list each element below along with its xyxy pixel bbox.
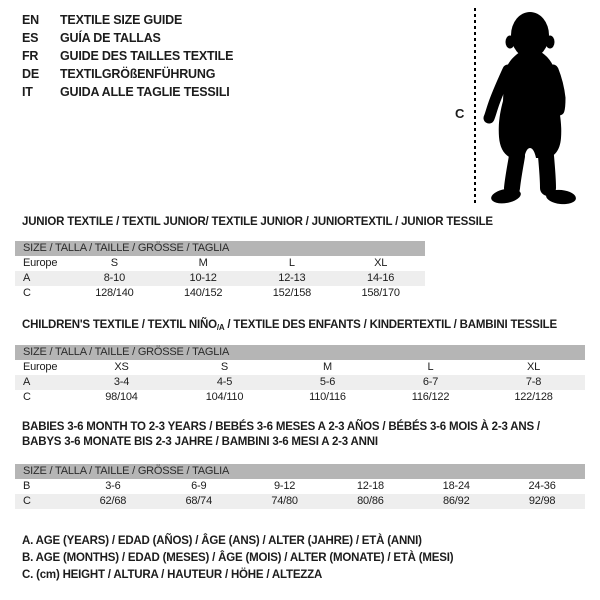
- row-label: Europe: [23, 257, 58, 269]
- table-cell: 110/116: [309, 391, 346, 403]
- table-cell: 12-18: [356, 480, 384, 492]
- table-cell: 9-12: [273, 480, 296, 492]
- table-cell: 4-5: [216, 376, 233, 388]
- table-cell: 6-9: [191, 480, 207, 492]
- table-row: [15, 271, 425, 286]
- table-cell: S: [220, 361, 229, 373]
- size-header-bar: SIZE / TALLA / TAILLE / GRÖSSE / TAGLIA: [15, 464, 585, 479]
- lang-row-es: [22, 29, 233, 47]
- table-cell: 12-13: [278, 272, 306, 284]
- table-cell: 116/122: [411, 391, 450, 403]
- table-row: [15, 375, 585, 390]
- row-label: C: [23, 495, 31, 507]
- junior-section-title: JUNIOR TEXTILE / TEXTIL JUNIOR/ TEXTILE JUNIOR / JUNIORTEXTIL / JUNIOR TESSILE: [22, 216, 493, 228]
- children-size-table: [15, 345, 585, 405]
- table-cell: 158/170: [361, 287, 400, 299]
- children-title-text: CHILDREN'S TEXTILE / TEXTIL NIÑO: [22, 319, 217, 331]
- table-cell: 74/80: [271, 495, 298, 507]
- table-row: [15, 360, 585, 375]
- height-dashed-line: [474, 8, 476, 205]
- lang-label: GUIDE DES TAILLES TEXTILE: [60, 49, 234, 63]
- table-cell: 104/110: [205, 391, 244, 403]
- lang-code: IT: [22, 85, 33, 99]
- lang-label: TEXTILE SIZE GUIDE: [60, 13, 183, 27]
- table-cell: M: [198, 257, 208, 269]
- table-cell: 6-7: [422, 376, 439, 388]
- table-cell: S: [110, 257, 118, 269]
- row-label: Europe: [23, 361, 58, 373]
- footnote-b: B. AGE (MONTHS) / EDAD (MESES) / ÂGE (MOIS) / ALTER (MONATE) / ETÀ (MESI): [22, 552, 454, 564]
- table-cell: 18-24: [442, 480, 470, 492]
- language-guide-block: [22, 11, 233, 101]
- row-label: C: [23, 287, 31, 299]
- row-label: B: [23, 480, 31, 492]
- table-cell: XL: [374, 257, 388, 269]
- table-row: [15, 494, 585, 509]
- lang-label: GUÍA DE TALLAS: [60, 31, 161, 45]
- baby-silhouette-icon: [482, 6, 596, 208]
- table-row: [15, 479, 585, 494]
- lang-code: DE: [22, 67, 39, 81]
- table-row: [15, 256, 425, 271]
- footnote-c: C. (cm) HEIGHT / ALTURA / HAUTEUR / HÖHE / ALTEZZA: [22, 569, 323, 581]
- lang-row-it: [22, 83, 233, 101]
- row-label: A: [23, 376, 31, 388]
- size-header-bar: SIZE / TALLA / TAILLE / GRÖSSE / TAGLIA: [15, 345, 585, 360]
- table-cell: 152/158: [272, 287, 312, 299]
- lang-row-en: [22, 11, 233, 29]
- lang-code: EN: [22, 13, 39, 27]
- babies-title-line1: BABIES 3-6 MONTH TO 2-3 YEARS / BEBÉS 3-6 MESES A 2-3 AÑOS / BÉBÉS 3-6 MOIS À 2-3 ANS /: [22, 421, 540, 433]
- table-row: [15, 286, 425, 301]
- table-cell: XL: [526, 361, 541, 373]
- table-cell: 14-16: [367, 272, 395, 284]
- table-cell: 98/104: [105, 391, 138, 403]
- table-cell: XS: [114, 361, 129, 373]
- lang-code: FR: [22, 49, 39, 63]
- footnotes-block: [22, 533, 453, 584]
- babies-size-table: [15, 464, 585, 509]
- table-cell: 7-8: [525, 376, 542, 388]
- babies-section-title: [22, 420, 582, 450]
- table-cell: 92/98: [528, 495, 556, 507]
- table-cell: 80/86: [357, 495, 384, 507]
- table-cell: 62/68: [99, 495, 127, 507]
- table-cell: 122/128: [514, 391, 553, 403]
- babies-title-line2: BABYS 3-6 MONATE BIS 2-3 JAHRE / BAMBINI 3-6 MESI A 2-3 ANNI: [22, 436, 378, 448]
- row-label: A: [23, 272, 31, 284]
- table-cell: L: [288, 257, 295, 269]
- lang-row-de: [22, 65, 233, 83]
- table-cell: 68/74: [185, 495, 212, 507]
- table-cell: 10-12: [189, 272, 217, 284]
- table-cell: 3-6: [105, 480, 121, 492]
- table-cell: 5-6: [319, 376, 336, 388]
- table-cell: 24-36: [528, 480, 556, 492]
- table-cell: 140/152: [183, 287, 223, 299]
- table-cell: 3-4: [113, 376, 130, 388]
- lang-row-fr: [22, 47, 233, 65]
- lang-label: GUIDA ALLE TAGLIE TESSILI: [60, 85, 230, 99]
- junior-size-table: [15, 241, 425, 301]
- table-cell: 86/92: [442, 495, 470, 507]
- children-section-title: [22, 319, 557, 332]
- footnote-a: A. AGE (YEARS) / EDAD (AÑOS) / ÂGE (ANS) / ALTER (JAHRE) / ETÀ (ANNI): [22, 535, 422, 547]
- lang-label: TEXTILGRÖßENFÜHRUNG: [60, 67, 216, 81]
- table-cell: L: [427, 361, 434, 373]
- row-label: C: [23, 391, 31, 403]
- size-header-bar: SIZE / TALLA / TAILLE / GRÖSSE / TAGLIA: [15, 241, 425, 256]
- table-row: [15, 390, 585, 405]
- lang-code: ES: [22, 31, 39, 45]
- children-title-subscript: /A: [216, 323, 225, 332]
- table-cell: 8-10: [103, 272, 125, 284]
- height-measure-label: C: [455, 106, 465, 121]
- children-title-text: / TEXTILE DES ENFANTS / KINDERTEXTIL / BAMBINI TESSILE: [224, 319, 557, 331]
- table-cell: M: [323, 361, 332, 373]
- table-cell: 128/140: [95, 287, 134, 299]
